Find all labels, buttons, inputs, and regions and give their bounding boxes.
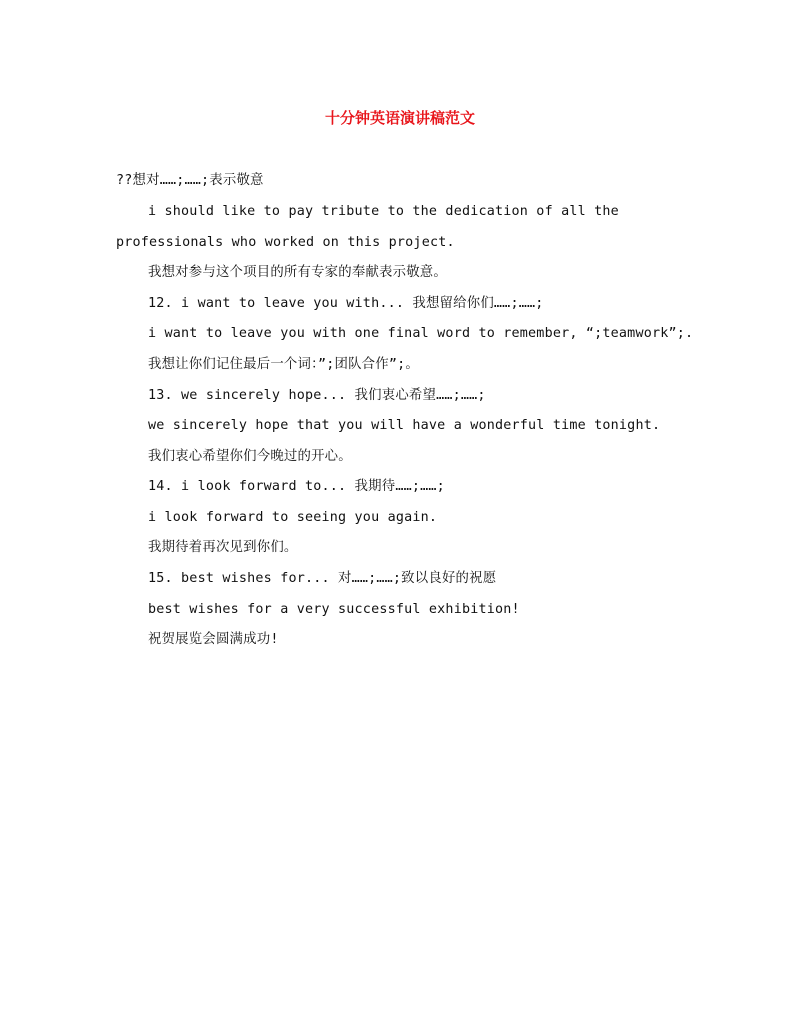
text-line-16: 祝贺展览会圆满成功! [148, 632, 279, 647]
text-line-5: 12. i want to leave you with... 我想留给你们……;……; [148, 296, 544, 311]
text-line-1: ??想对……;……;表示敬意 [116, 173, 264, 188]
text-line-3: professionals who worked on this project. [116, 235, 455, 250]
text-line-8: 13. we sincerely hope... 我们衷心希望……;……; [148, 388, 486, 403]
text-line-14: 15. best wishes for... 对……;……;致以良好的祝愿 [148, 571, 497, 586]
text-line-11: 14. i look forward to... 我期待……;……; [148, 479, 445, 494]
text-line-10: 我们衷心希望你们今晚过的开心。 [148, 449, 352, 464]
document-title: 十分钟英语演讲稿范文 [324, 109, 475, 127]
text-line-4: 我想对参与这个项目的所有专家的奉献表示敬意。 [148, 265, 447, 280]
text-line-15: best wishes for a very successful exhibition! [148, 602, 520, 617]
text-line-6: i want to leave you with one final word to remember, “;teamwork”;. [148, 326, 694, 341]
text-line-9: we sincerely hope that you will have a wonderful time tonight. [148, 418, 661, 433]
text-line-7: 我想让你们记住最后一个词：”;团队合作”;。 [148, 357, 419, 372]
text-line-2: i should like to pay tribute to the dedication of all the [148, 204, 619, 219]
text-line-13: 我期待着再次见到你们。 [148, 540, 298, 555]
text-line-12: i look forward to seeing you again. [148, 510, 438, 525]
